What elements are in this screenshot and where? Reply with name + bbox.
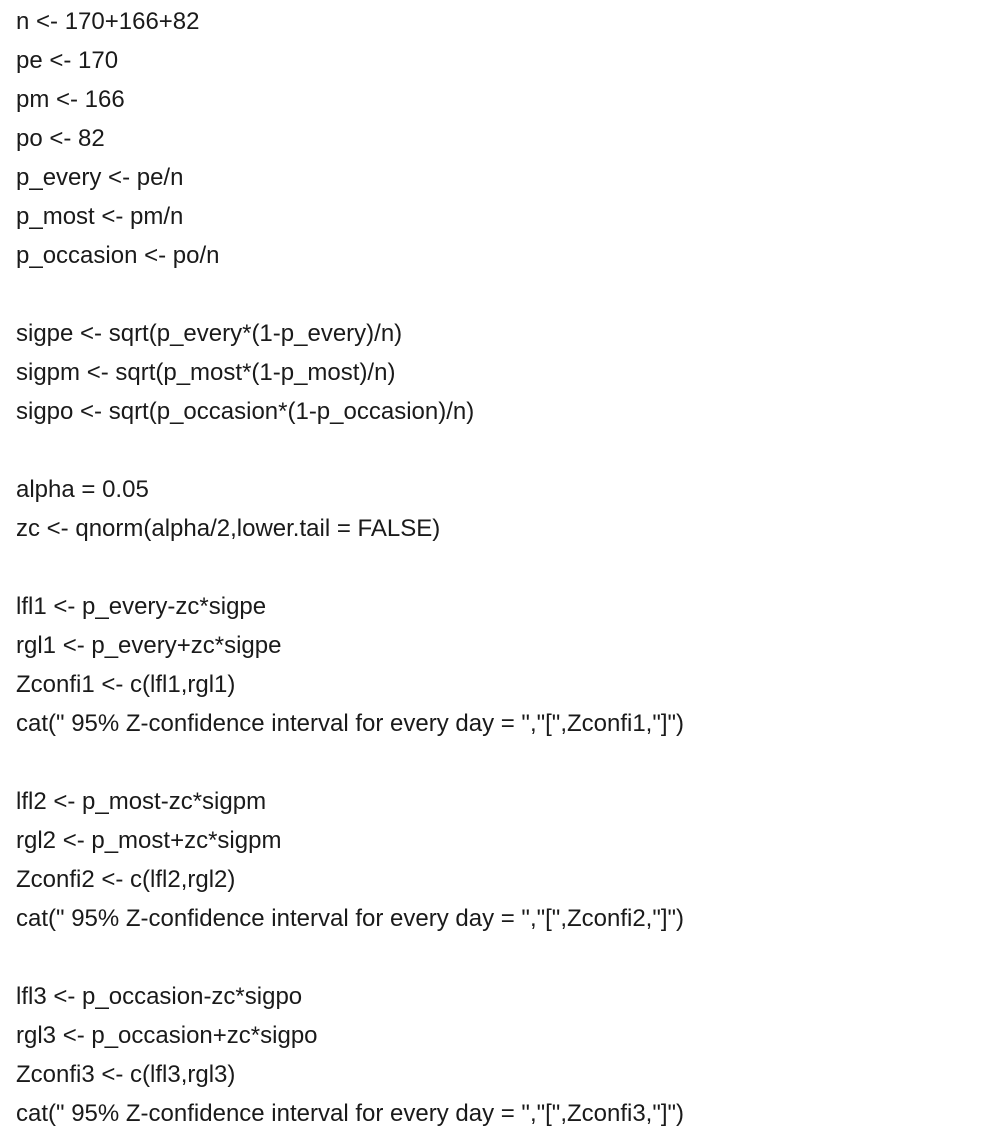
code-line: lfl3 <- p_occasion-zc*sigpo [16, 983, 303, 1010]
code-line: Zconfi1 <- c(lfl1,rgl1) [16, 671, 236, 698]
code-line: zc <- qnorm(alpha/2,lower.tail = FALSE) [16, 515, 441, 542]
code-line: rgl1 <- p_every+zc*sigpe [16, 632, 282, 659]
blank-line [16, 275, 1000, 314]
code-line: p_every <- pe/n [16, 164, 184, 191]
code-line: n <- 170+166+82 [16, 8, 200, 35]
code-line: alpha = 0.05 [16, 476, 149, 503]
code-line: cat(" 95% Z-confidence interval for every day = ","[",Zconfi1,"]") [16, 710, 685, 737]
blank-line [16, 431, 1000, 470]
code-line: p_occasion <- po/n [16, 242, 220, 269]
blank-line [16, 548, 1000, 587]
code-line: rgl2 <- p_most+zc*sigpm [16, 827, 282, 854]
code-line: lfl2 <- p_most-zc*sigpm [16, 788, 267, 815]
code-line: sigpm <- sqrt(p_most*(1-p_most)/n) [16, 359, 396, 386]
code-line: pe <- 170 [16, 47, 119, 74]
code-line: Zconfi2 <- c(lfl2,rgl2) [16, 866, 236, 893]
code-document [16, 2, 1000, 1136]
code-line: sigpo <- sqrt(p_occasion*(1-p_occasion)/n) [16, 398, 475, 425]
code-line: lfl1 <- p_every-zc*sigpe [16, 593, 267, 620]
blank-line [16, 938, 1000, 977]
code-line: rgl3 <- p_occasion+zc*sigpo [16, 1022, 318, 1049]
code-line: Zconfi3 <- c(lfl3,rgl3) [16, 1061, 236, 1088]
code-line: cat(" 95% Z-confidence interval for every day = ","[",Zconfi2,"]") [16, 905, 685, 932]
code-line: sigpe <- sqrt(p_every*(1-p_every)/n) [16, 320, 403, 347]
code-line: pm <- 166 [16, 86, 125, 113]
code-line: p_most <- pm/n [16, 203, 184, 230]
blank-line [16, 743, 1000, 782]
code-line: cat(" 95% Z-confidence interval for every day = ","[",Zconfi3,"]") [16, 1100, 685, 1127]
code-line: po <- 82 [16, 125, 105, 152]
